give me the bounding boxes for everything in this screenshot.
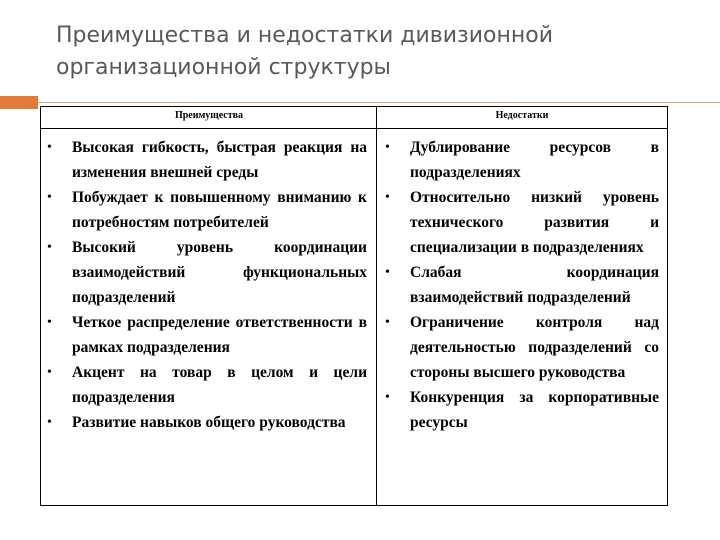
comparison-table: [40, 106, 668, 506]
bullet-icon: •: [47, 140, 52, 155]
bullet-icon: •: [47, 190, 52, 205]
disadvantages-header: Недостатки: [495, 110, 549, 121]
advantage-text: Акцент на товар в целом и цели подразделения: [72, 364, 367, 406]
list-item: [45, 310, 367, 360]
list-item: [383, 260, 659, 310]
bullet-icon: •: [47, 240, 52, 255]
bullet-icon: •: [385, 265, 390, 280]
title-underline: [0, 102, 720, 103]
disadvantages-list: [383, 135, 659, 435]
list-item: [383, 135, 659, 185]
bullet-icon: •: [47, 315, 52, 330]
table-header-row: [41, 107, 667, 129]
list-item: [45, 185, 367, 235]
slide-title-line-1: Преимущества и недостатки дивизионной: [56, 23, 553, 48]
disadvantage-text: Относительно низкий уровень технического развития и специализации в подразделениях: [410, 189, 659, 256]
advantages-header: Преимущества: [174, 110, 244, 121]
bullet-icon: •: [385, 190, 390, 205]
advantage-text: Высокая гибкость, быстрая реакция на изменения внешней среды: [72, 139, 367, 181]
slide-title-line-2: организационной структуры: [56, 55, 391, 80]
list-item: [383, 185, 659, 260]
bullet-icon: •: [385, 390, 390, 405]
advantage-text: Побуждает к повышенному вниманию к потребностям потребителей: [72, 189, 367, 231]
list-item: [45, 410, 367, 435]
disadvantage-text: Дублирование ресурсов в подразделениях: [410, 139, 659, 181]
advantage-text: Развитие навыков общего руководства: [72, 414, 346, 431]
column-divider: [376, 107, 377, 505]
bullet-icon: •: [47, 415, 52, 430]
bullet-icon: •: [385, 315, 390, 330]
advantage-text: Четкое распределение ответственности в рамках подразделения: [72, 314, 367, 356]
list-item: [45, 135, 367, 185]
disadvantage-text: Конкуренция за корпоративные ресурсы: [410, 389, 659, 431]
accent-square: [0, 96, 38, 109]
bullet-icon: •: [385, 140, 390, 155]
slide-title: [56, 20, 676, 84]
list-item: [45, 235, 367, 310]
list-item: [383, 310, 659, 385]
advantage-text: Высокий уровень координации взаимодействий функциональных подразделений: [72, 239, 367, 306]
list-item: [45, 360, 367, 410]
disadvantage-text: Ограничение контроля над деятельностью подразделений со стороны высшего руководства: [410, 314, 659, 381]
advantages-list: [45, 135, 367, 435]
disadvantage-text: Слабая координация взаимодействий подразделений: [410, 264, 659, 306]
list-item: [383, 385, 659, 435]
bullet-icon: •: [47, 365, 52, 380]
